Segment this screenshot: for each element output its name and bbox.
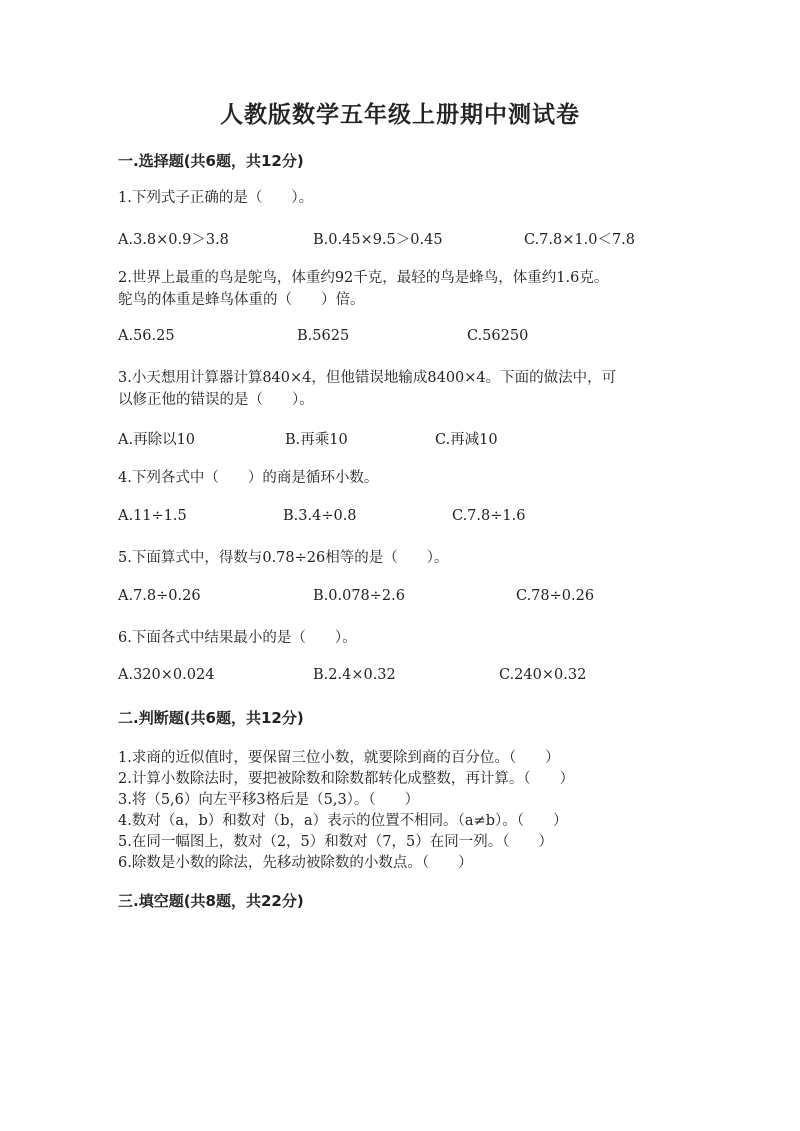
option-c: C.240×0.32 — [499, 667, 587, 683]
option-c: C.78÷0.26 — [516, 588, 595, 604]
option-a: A.320×0.024 — [118, 667, 215, 683]
option-b: B.3.4÷0.8 — [283, 508, 357, 524]
option-b: B.5625 — [297, 328, 350, 344]
question-text: 3.小天想用计算器计算840×4，但他错误地输成8400×4。下面的做法中，可 — [118, 370, 617, 386]
option-a: A.再除以10 — [118, 432, 196, 448]
question-text-continued: 以修正他的错误的是（ ）。 — [118, 392, 314, 408]
judge-question: 1.求商的近似值时，要保留三位小数，就要除到商的百分位。（ ） — [118, 750, 560, 766]
option-a: A.56.25 — [118, 328, 175, 344]
judge-question: 3.将（5,6）向左平移3格后是（5,3）。（ ） — [118, 792, 420, 808]
section-heading-judge: 二.判断题(共6题，共12分) — [118, 709, 304, 727]
question-text: 1.下列式子正确的是（ ）。 — [118, 190, 314, 206]
judge-question: 5.在同一幅图上，数对（2，5）和数对（7，5）在同一列。（ ） — [118, 834, 553, 850]
question-text-continued: 鸵鸟的体重是蜂鸟体重的（ ）倍。 — [118, 292, 365, 308]
option-c: C.再减10 — [435, 432, 498, 448]
question-text: 2.世界上最重的鸟是鸵鸟，体重约92千克，最轻的鸟是蜂鸟，体重约1.6克。 — [118, 270, 609, 286]
section-heading-fill: 三.填空题(共8题，共22分) — [118, 892, 304, 910]
option-c: C.7.8÷1.6 — [452, 508, 526, 524]
option-c: C.56250 — [467, 328, 529, 344]
option-a: A.3.8×0.9＞3.8 — [118, 232, 229, 248]
section-heading-choice: 一.选择题(共6题，共12分) — [118, 152, 304, 170]
question-text: 5.下面算式中，得数与0.78÷26相等的是（ ）。 — [118, 550, 449, 566]
option-b: B.2.4×0.32 — [313, 667, 396, 683]
judge-question: 6.除数是小数的除法，先移动被除数的小数点。（ ） — [118, 855, 473, 871]
option-a: A.11÷1.5 — [118, 508, 187, 524]
option-a: A.7.8÷0.26 — [118, 588, 201, 604]
option-b: B.0.078÷2.6 — [313, 588, 405, 604]
option-c: C.7.8×1.0＜7.8 — [524, 232, 636, 248]
judge-question: 4.数对（a，b）和数对（b，a）表示的位置不相同。（a≠b）。（ ） — [118, 813, 568, 829]
judge-question: 2.计算小数除法时，要把被除数和除数都转化成整数，再计算。（ ） — [118, 771, 575, 787]
question-text: 4.下列各式中（ ）的商是循环小数。 — [118, 470, 379, 486]
question-text: 6.下面各式中结果最小的是（ ）。 — [118, 630, 357, 646]
option-b: B.0.45×9.5＞0.45 — [313, 232, 443, 248]
option-b: B.再乘10 — [285, 432, 348, 448]
page-title: 人教版数学五年级上册期中测试卷 — [220, 102, 580, 128]
